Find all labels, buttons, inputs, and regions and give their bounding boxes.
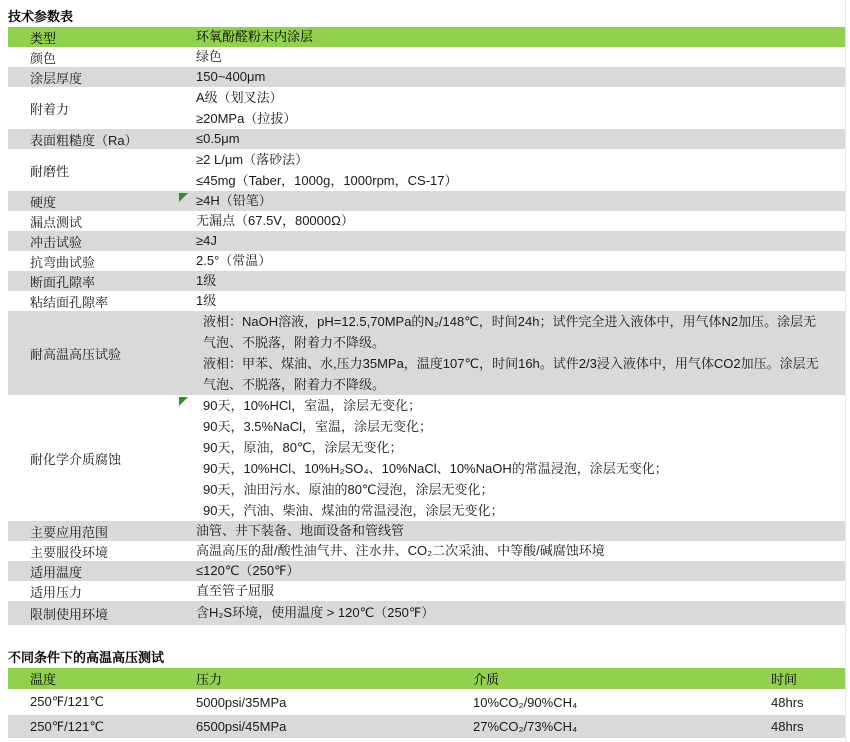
table-row: [8, 521, 846, 541]
row-value-line: ≤45mg（Taber，1000g，1000rpm，CS-17）: [196, 173, 458, 188]
row-label: 冲击试验: [30, 234, 83, 250]
hpht-header-row: [8, 668, 846, 689]
row-label: 表面粗糙度（Ra）: [30, 132, 138, 148]
row-value-line: 1级: [196, 273, 217, 288]
row-label: 耐磨性: [30, 163, 70, 179]
table-row: [8, 67, 846, 87]
row-label: 主要应用范围: [30, 524, 109, 540]
row-value: [196, 271, 846, 291]
right-edge-divider: [845, 0, 846, 742]
cell-comment-triangle-icon: [179, 193, 188, 202]
row-value-line: ≤120℃（250℉）: [196, 563, 300, 578]
row-value-line: 无漏点（67.5V，80000Ω）: [196, 213, 354, 228]
hpht-data-cell: 6500psi/45MPa: [196, 719, 287, 734]
row-value: [196, 211, 846, 231]
row-value-line: 液相：甲苯、煤油、水,压力35MPa，温度107℃，时间16h。试件2/3浸入液体中，用气体CO2加压。涂层无: [203, 356, 819, 371]
row-label: 涂层厚度: [30, 70, 83, 86]
row-value-line: 90天，油田污水、原油的80℃浸泡，涂层无变化；: [203, 482, 494, 497]
table-row: [8, 291, 846, 311]
row-label: 漏点测试: [30, 214, 83, 230]
row-value: [196, 561, 846, 581]
row-value-line: 液相：NaOH溶液，pH=12.5,70MPa的N₂/148℃，时间24h；试件完全进入液体中，用气体N2加压。涂层无: [203, 314, 817, 329]
hpht-data-cell: 250℉/121℃: [30, 718, 104, 734]
row-value-line: 气泡、不脱落，附着力不降级。: [203, 377, 386, 392]
row-value: [196, 541, 846, 561]
row-value-line: ≥20MPa（拉拔）: [196, 111, 297, 126]
row-label: 附着力: [30, 101, 70, 117]
row-value: [196, 191, 846, 211]
row-value: [196, 395, 846, 521]
row-value: [196, 581, 846, 601]
row-value-line: 150~400μm: [196, 69, 266, 84]
table-row: [8, 271, 846, 291]
cell-comment-triangle-icon: [179, 397, 188, 406]
row-value: [196, 603, 846, 623]
hpht-data-cell: 250℉/121℃: [30, 694, 104, 709]
hpht-header-cell: 压力: [196, 672, 223, 687]
hpht-data-cell: 48hrs: [771, 719, 804, 734]
row-value: [196, 87, 846, 129]
row-value: [196, 291, 846, 311]
table-row: [8, 191, 846, 211]
row-value: [196, 129, 846, 149]
hpht-header-cell: 介质: [473, 672, 500, 687]
table-row: [8, 149, 846, 191]
hpht-data-row: [8, 691, 846, 713]
row-value-line: 油管、井下装备、地面设备和管线管: [196, 523, 405, 538]
row-label: 适用温度: [30, 564, 83, 580]
hpht-data-row: [8, 715, 846, 738]
technical-parameters-table: [8, 27, 846, 625]
table-row: [8, 129, 846, 149]
table-row: [8, 87, 846, 129]
row-label: 限制使用环境: [30, 606, 109, 622]
row-value-line: 90天，原油，80℃，涂层无变化；: [203, 440, 403, 455]
row-value-line: 1级: [196, 293, 217, 308]
row-value-line: 气泡、不脱落，附着力不降级。: [203, 335, 386, 350]
row-value-line: A级（划叉法）: [196, 90, 283, 105]
row-label: 类型: [30, 30, 57, 46]
row-value-line: 90天，3.5%NaCl，室温，涂层无变化；: [203, 419, 432, 434]
row-label: 颜色: [30, 50, 57, 66]
table-row: [8, 601, 846, 625]
table-row: [8, 311, 846, 395]
row-value-line: 绿色: [196, 49, 223, 64]
row-value-line: 2.5°（常温）: [196, 253, 272, 268]
row-label: 抗弯曲试验: [30, 254, 96, 270]
row-label: 断面孔隙率: [30, 274, 96, 290]
hpht-data-cell: 10%CO₂/90%CH₄: [473, 694, 578, 710]
table-row: [8, 541, 846, 561]
row-value-line: 含H₂S环境，使用温度 > 120℃（250℉）: [196, 605, 435, 620]
table1-title: 技术参数表: [8, 9, 74, 24]
table-row: [8, 581, 846, 601]
row-value: [196, 27, 846, 47]
hpht-data-cell: 5000psi/35MPa: [196, 694, 287, 710]
row-value-line: ≤0.5μm: [196, 131, 240, 146]
hpht-header-cell: 温度: [30, 672, 57, 687]
row-value: [196, 67, 846, 87]
table-row: [8, 211, 846, 231]
row-value: [196, 149, 846, 191]
row-value: [196, 231, 846, 251]
row-value-line: 高温高压的甜/酸性油气井、注水井、CO₂二次采油、中等酸/碱腐蚀环境: [196, 543, 605, 558]
row-label: 粘结面孔隙率: [30, 294, 109, 310]
hpht-data-cell: 48hrs: [771, 694, 804, 710]
table-row: [8, 47, 846, 67]
table2-title: 不同条件下的高温高压测试: [8, 650, 165, 665]
row-value-line: 环氧酚醛粉末内涂层: [196, 29, 314, 44]
row-label: 主要服役环境: [30, 544, 109, 560]
row-value-line: 90天，10%HCl、10%H₂SO₄、10%NaCl、10%NaOH的常温浸泡，涂层无变化；: [203, 461, 668, 476]
row-value-line: ≥2 L/μm（落砂法）: [196, 152, 309, 167]
hpht-test-table: [8, 668, 846, 738]
hpht-header-cell: 时间: [771, 672, 798, 687]
row-label: 适用压力: [30, 584, 83, 600]
hpht-data-cell: 27%CO₂/73%CH₄: [473, 719, 578, 734]
row-value-line: ≥4H（铅笔）: [196, 193, 272, 208]
table-row: [8, 395, 846, 521]
row-value-line: 直至管子屈服: [196, 583, 275, 598]
row-value-line: 90天，10%HCl，室温，涂层无变化；: [203, 398, 422, 413]
row-value-line: 90天，汽油、柴油、煤油的常温浸泡，涂层无变化；: [203, 503, 504, 518]
row-value: [196, 311, 846, 395]
row-label: 耐高温高压试验: [30, 346, 122, 362]
table-row: [8, 231, 846, 251]
table-row: [8, 561, 846, 581]
table-row: [8, 27, 846, 47]
row-value-line: ≥4J: [196, 233, 217, 248]
row-label: 耐化学介质腐蚀: [30, 451, 122, 467]
row-value: [196, 521, 846, 541]
row-label: 硬度: [30, 194, 57, 210]
row-value: [196, 47, 846, 67]
table-row: [8, 251, 846, 271]
row-value: [196, 251, 846, 271]
